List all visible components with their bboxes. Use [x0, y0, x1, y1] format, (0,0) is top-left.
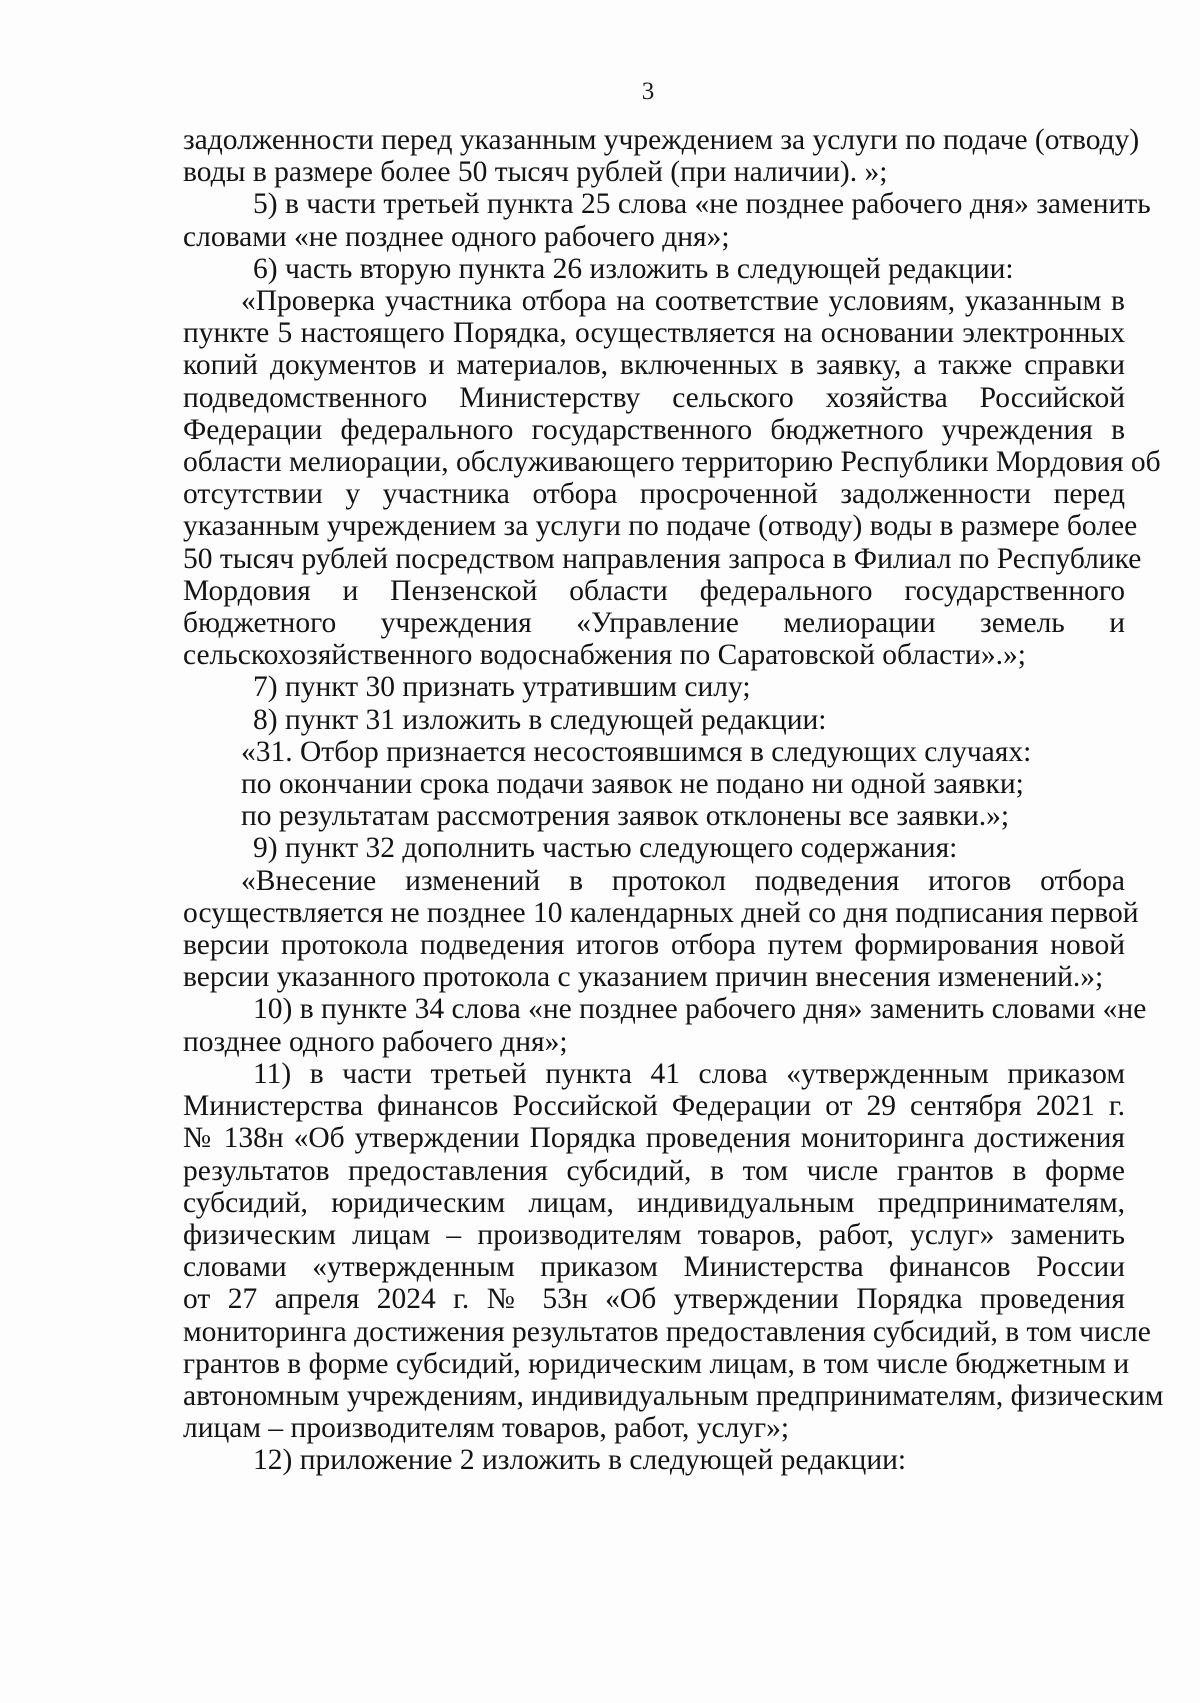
text-line: 8) пункт 31 изложить в следующей редакции: — [253, 703, 827, 736]
text-line: сельскохозяйственного водоснабжения по Саратовской области».»; — [183, 639, 1026, 672]
text-line: задолженности перед указанным учреждением за услуги по подаче (отводу) — [183, 124, 1140, 156]
text-line: 11) в части третьей пункта 41 слова «утвержденным приказом — [253, 1057, 1125, 1090]
text-line: «Проверка участника отбора на соответствие условиям, указанным в — [241, 285, 1125, 318]
text-line: словами «утвержденным приказом Министерства финансов России — [183, 1251, 1125, 1284]
text-line: подведомственного Министерству сельского хозяйства Российской — [183, 381, 1125, 414]
text-line: мониторинга достижения результатов предоставления субсидий, в том числе — [183, 1315, 1151, 1348]
text-line: 10) в пункте 34 слова «не позднее рабочего дня» заменить словами «не — [253, 993, 1147, 1026]
text-line: субсидий, юридическим лицам, индивидуальным предпринимателям, — [183, 1186, 1125, 1219]
text-line: пункте 5 настоящего Порядка, осуществляется на основании электронных — [183, 317, 1125, 350]
text-line: отсутствии у участника отбора просроченной задолженности перед — [183, 478, 1125, 511]
text-line: по результатам рассмотрения заявок отклонены все заявки.»; — [241, 800, 1010, 833]
text-line: воды в размере более 50 тысяч рублей (при наличии). »; — [183, 156, 888, 189]
text-line: указанным учреждением за услуги по подаче (отводу) воды в размере более — [183, 510, 1138, 543]
text-line: лицам – производителям товаров, работ, услуг»; — [183, 1412, 790, 1445]
text-line: результатов предоставления субсидий, в том числе грантов в форме — [183, 1154, 1125, 1187]
text-line: № 138н «Об утверждении Порядка проведения мониторинга достижения — [183, 1122, 1125, 1155]
text-line: 9) пункт 32 дополнить частью следующего содержания: — [253, 832, 958, 865]
text-line: позднее одного рабочего дня»; — [183, 1025, 568, 1058]
document-body — [183, 124, 1164, 1477]
text-line: физическим лицам – производителям товаров, работ, услуг» заменить — [183, 1218, 1125, 1251]
text-line: словами «не позднее одного рабочего дня»; — [183, 220, 730, 253]
text-line: 12) приложение 2 изложить в следующей редакции: — [253, 1444, 907, 1477]
text-line: области мелиорации, обслуживающего территорию Республики Мордовия об — [183, 446, 1161, 479]
text-line: по окончании срока подачи заявок не подано ни одной заявки; — [241, 768, 1024, 801]
text-line: автономным учреждениям, индивидуальным предпринимателям, физическим — [183, 1379, 1164, 1412]
text-line: 50 тысяч рублей посредством направления запроса в Филиал по Республике — [183, 542, 1142, 575]
text-line: 6) часть вторую пункта 26 изложить в следующей редакции: — [253, 252, 1014, 285]
text-line: 7) пункт 30 признать утратившим силу; — [253, 671, 751, 704]
text-line: Министерства финансов Российской Федерации от 29 сентября 2021 г. — [183, 1090, 1125, 1123]
text-line: «Внесение изменений в протокол подведения итогов отбора — [241, 864, 1125, 897]
text-line: версии указанного протокола с указанием причин внесения изменений.»; — [183, 961, 1104, 994]
text-line: от 27 апреля 2024 г. № 53н «Об утверждении Порядка проведения — [183, 1283, 1125, 1316]
text-line: «31. Отбор признается несостоявшимся в следующих случаях: — [241, 735, 1032, 768]
text-line: копий документов и материалов, включенных в заявку, а также справки — [183, 349, 1125, 382]
page-number: 3 — [641, 78, 655, 105]
text-line: версии протокола подведения итогов отбора путем формирования новой — [183, 929, 1125, 962]
text-line: 5) в части третьей пункта 25 слова «не позднее рабочего дня» заменить — [253, 188, 1151, 221]
text-line: Федерации федерального государственного бюджетного учреждения в — [183, 413, 1125, 446]
text-line: бюджетного учреждения «Управление мелиорации земель и — [183, 607, 1125, 640]
text-line: осуществляется не позднее 10 календарных дней со дня подписания первой — [183, 896, 1139, 929]
text-line: Мордовия и Пензенской области федерального государственного — [183, 574, 1125, 607]
text-line: грантов в форме субсидий, юридическим лицам, в том числе бюджетным и — [183, 1347, 1130, 1380]
